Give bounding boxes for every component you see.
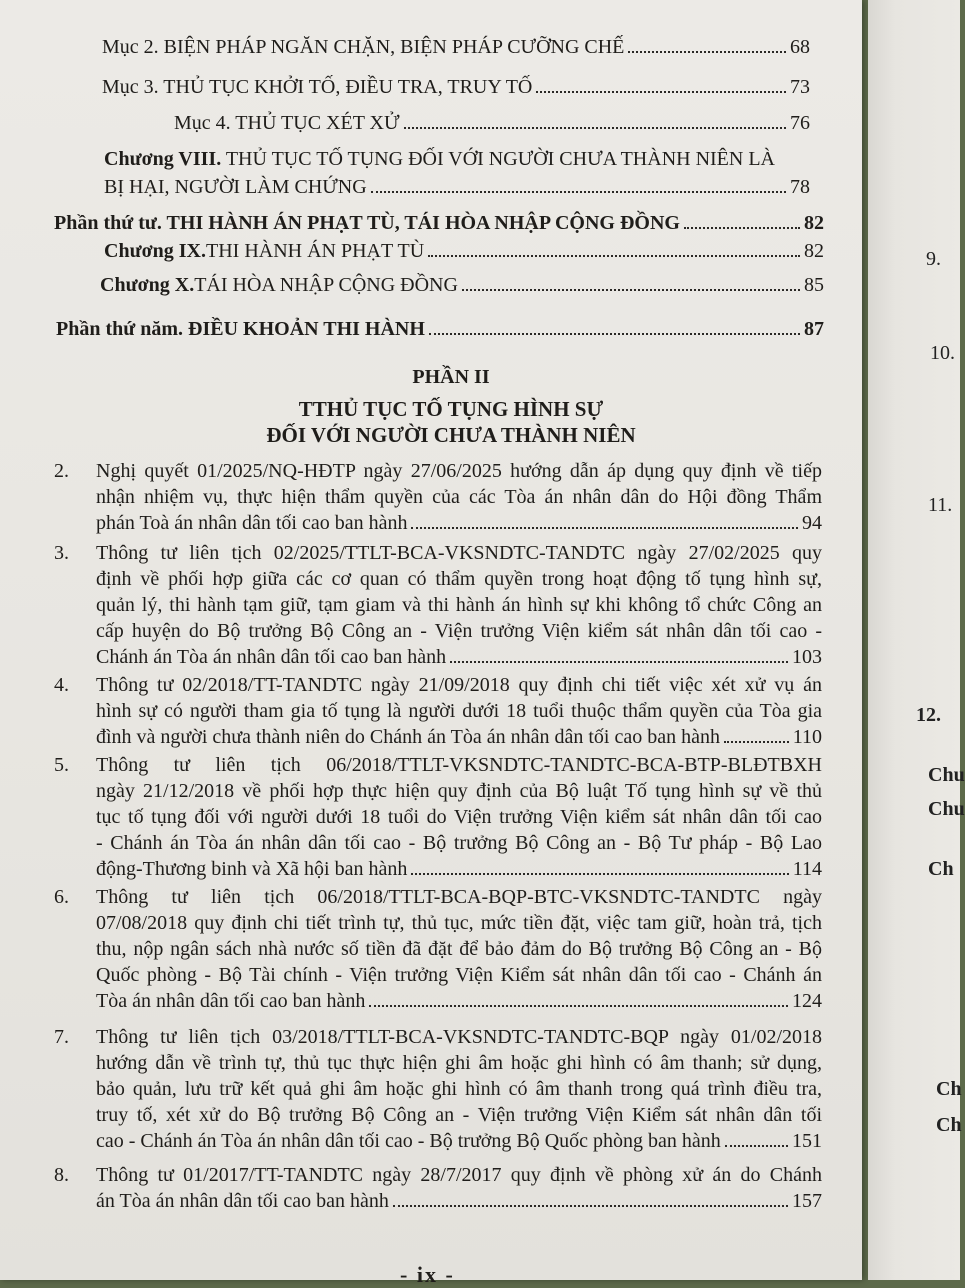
entry-page-number: 157 (792, 1190, 822, 1212)
entry-page-number: 110 (792, 726, 822, 748)
entry-line: cao - Chánh án Tòa án nhân dân tối cao - Bộ trưởng Bộ Quốc phòng ban hành (96, 1130, 721, 1152)
entry-number: 3. (54, 542, 69, 564)
toc-item-muc-3: Mục 3. THỦ TỤC KHỞI TỐ, ĐIỀU TRA, TRUY TỐ 73 (102, 76, 810, 98)
entry-text (96, 752, 822, 882)
dot-leader (393, 1205, 788, 1207)
entry-line: quản lý, thi hành tạm giữ, tạm giam và thi hành án hình sự khi không tổ chức Công an (96, 594, 822, 616)
toc-item-chuong-8-line2: BỊ HẠI, NGƯỜI LÀM CHỨNG 78 (104, 176, 810, 198)
entry-last-line (96, 724, 822, 750)
adjacent-page-fragment: 10. (930, 342, 955, 364)
entry-line: hình sự có người tham gia tố tụng là người dưới 18 tuổi thuộc thẩm quyền của Tòa gia (96, 700, 822, 722)
entry-last-line (96, 644, 822, 670)
entry-line: động-Thương binh và Xã hội ban hành (96, 858, 408, 880)
entry-line: hướng dẫn về trình tự, thủ tục thực hiện ghi âm hoặc ghi hình có âm thanh; sử dụng, (96, 1052, 822, 1074)
entry-text (96, 540, 822, 670)
entry-text (96, 458, 822, 536)
entry-number: 5. (54, 754, 69, 776)
toc-item-chuong-8-line1: Chương VIII. THỦ TỤC TỐ TỤNG ĐỐI VỚI NGƯỜI CHƯA THÀNH NIÊN LÀ (104, 148, 776, 170)
entry-line: phán Toà án nhân dân tối cao ban hành (96, 512, 408, 534)
dot-leader (725, 1145, 788, 1147)
entry-line: Thông tư liên tịch 03/2018/TTLT-BCA-VKSNDTC-TANDTC-BQP ngày 01/02/2018 (96, 1026, 822, 1048)
entry-line: Thông tư 02/2018/TT-TANDTC ngày 21/09/2018 quy định chi tiết việc xét xử vụ án (96, 674, 822, 696)
adjacent-page-fragment: Chu (928, 764, 965, 786)
adjacent-page-fragment: 9. (926, 248, 941, 270)
adjacent-page-fragment: 11. (928, 494, 953, 516)
entry-line: Nghị quyết 01/2025/NQ-HĐTP ngày 27/06/2025 hướng dẫn áp dụng quy định về tiếp (96, 460, 822, 482)
toc-item-muc-4: Mục 4. THỦ TỤC XÉT XỬ 76 (174, 112, 810, 134)
entry-line: định về phối hợp giữa các cơ quan có thẩm quyền trong hoạt động tố tụng hình sự, (96, 568, 822, 590)
section-heading: PHẦN II (412, 366, 490, 388)
entry-last-line (96, 1128, 822, 1154)
entry-line: đình và người chưa thành niên do Chánh án Tòa án nhân dân tối cao ban hành (96, 726, 720, 748)
entry-line: Chánh án Tòa án nhân dân tối cao ban hành (96, 646, 447, 668)
toc-item-chuong-10: Chương X. TÁI HÒA NHẬP CỘNG ĐỒNG 85 (100, 274, 824, 296)
entry-line: tục tố tụng đối với người dưới 18 tuổi do Viện trưởng Viện kiểm sát nhân dân tối cao (96, 806, 822, 828)
dot-leader (411, 527, 798, 529)
entry-last-line (96, 988, 822, 1014)
adjacent-page-fragment: Ch (936, 1114, 962, 1136)
dot-leader (369, 1005, 788, 1007)
section-title-line2: ĐỐI VỚI NGƯỜI CHƯA THÀNH NIÊN (266, 423, 636, 447)
adjacent-page-fragment: Ch (936, 1078, 962, 1100)
entry-number: 8. (54, 1164, 69, 1186)
entry-line: Thông tư liên tịch 02/2025/TTLT-BCA-VKSNDTC-TANDTC ngày 27/02/2025 quy (96, 542, 822, 564)
entry-line: nhận nhiệm vụ, thực hiện thẩm quyền của các Tòa án nhân dân do Hội đồng Thẩm (96, 486, 822, 508)
entry-page-number: 151 (792, 1130, 822, 1152)
entry-line: - Chánh án Tòa án nhân dân tối cao - Bộ trưởng Bộ Công an - Bộ Tư pháp - Bộ Lao (96, 832, 822, 854)
entry-last-line (96, 1188, 822, 1214)
entry-line: thu, nộp ngân sách nhà nước số tiền đã đặt để bảo đảm do Bộ trưởng Bộ Công an - Bộ (96, 938, 822, 960)
page-number: - ix - (400, 1262, 455, 1287)
adjacent-page-fragment: 12. (916, 704, 941, 726)
entry-text (96, 1162, 822, 1214)
entry-page-number: 94 (802, 512, 822, 534)
entry-number: 7. (54, 1026, 69, 1048)
entry-last-line (96, 510, 822, 536)
entry-last-line (96, 856, 822, 882)
entry-number: 2. (54, 460, 69, 482)
entry-line: Thông tư liên tịch 06/2018/TTLT-VKSNDTC-TANDTC-BCA-BTP-BLĐTBXH (96, 754, 822, 776)
adjacent-page-fragment: Ch (928, 858, 954, 880)
entry-line: Thông tư 01/2017/TT-TANDTC ngày 28/7/2017 quy định về phòng xử án do Chánh (96, 1164, 822, 1186)
entry-text (96, 672, 822, 750)
dot-leader (411, 873, 788, 875)
entry-line: truy tố, xét xử do Bộ trưởng Bộ Công an - Viện trưởng Viện Kiểm sát nhân dân tối (96, 1104, 822, 1126)
toc-item-phan-thu-tu: Phần thứ tư. THI HÀNH ÁN PHẠT TÙ, TÁI HÒA NHẬP CỘNG ĐỒNG 82 (54, 212, 824, 234)
adjacent-page-fragment: Chu (928, 798, 965, 820)
dot-leader (450, 661, 788, 663)
adjacent-page (868, 0, 965, 1280)
entry-number: 6. (54, 886, 69, 908)
entry-line: án Tòa án nhân dân tối cao ban hành (96, 1190, 389, 1212)
entry-text (96, 884, 822, 1014)
entry-line: bảo quản, lưu trữ kết quả ghi âm hoặc ghi hình có âm thanh trong quá trình điều tra, (96, 1078, 822, 1100)
entry-line: cấp huyện do Bộ trưởng Bộ Công an - Viện trưởng Viện kiểm sát nhân dân tối cao - (96, 620, 822, 642)
entry-number: 4. (54, 674, 69, 696)
toc-item-phan-thu-nam: Phần thứ năm. ĐIỀU KHOẢN THI HÀNH 87 (56, 318, 824, 340)
entry-line: ngày 21/12/2018 về phối hợp thực hiện quy định của Bộ luật Tố tụng hình sự về thủ (96, 780, 822, 802)
entry-page-number: 124 (792, 990, 822, 1012)
toc-item-muc-2: Mục 2. BIỆN PHÁP NGĂN CHẶN, BIỆN PHÁP CƯỠNG CHẾ 68 (102, 36, 810, 58)
entry-line: Tòa án nhân dân tối cao ban hành (96, 990, 366, 1012)
entry-text (96, 1024, 822, 1154)
entry-line: 07/08/2018 quy định chi tiết trình tự, thủ tục, mức tiền đặt, việc tam giữ, hoàn trả, tịch (96, 912, 822, 934)
toc-item-chuong-9: Chương IX. THI HÀNH ÁN PHẠT TÙ 82 (104, 240, 824, 262)
entry-line: Thông tư liên tịch 06/2018/TTLT-BCA-BQP-BTC-VKSNDTC-TANDTC ngày (96, 886, 822, 908)
section-title-line1: TTHỦ TỤC TỐ TỤNG HÌNH SỰ (298, 397, 604, 421)
dot-leader (724, 741, 789, 743)
entry-line: Quốc phòng - Bộ Tài chính - Viện trưởng Viện Kiểm sát nhân dân tối cao - Chánh án (96, 964, 822, 986)
entry-page-number: 103 (792, 646, 822, 668)
entry-page-number: 114 (792, 858, 822, 880)
